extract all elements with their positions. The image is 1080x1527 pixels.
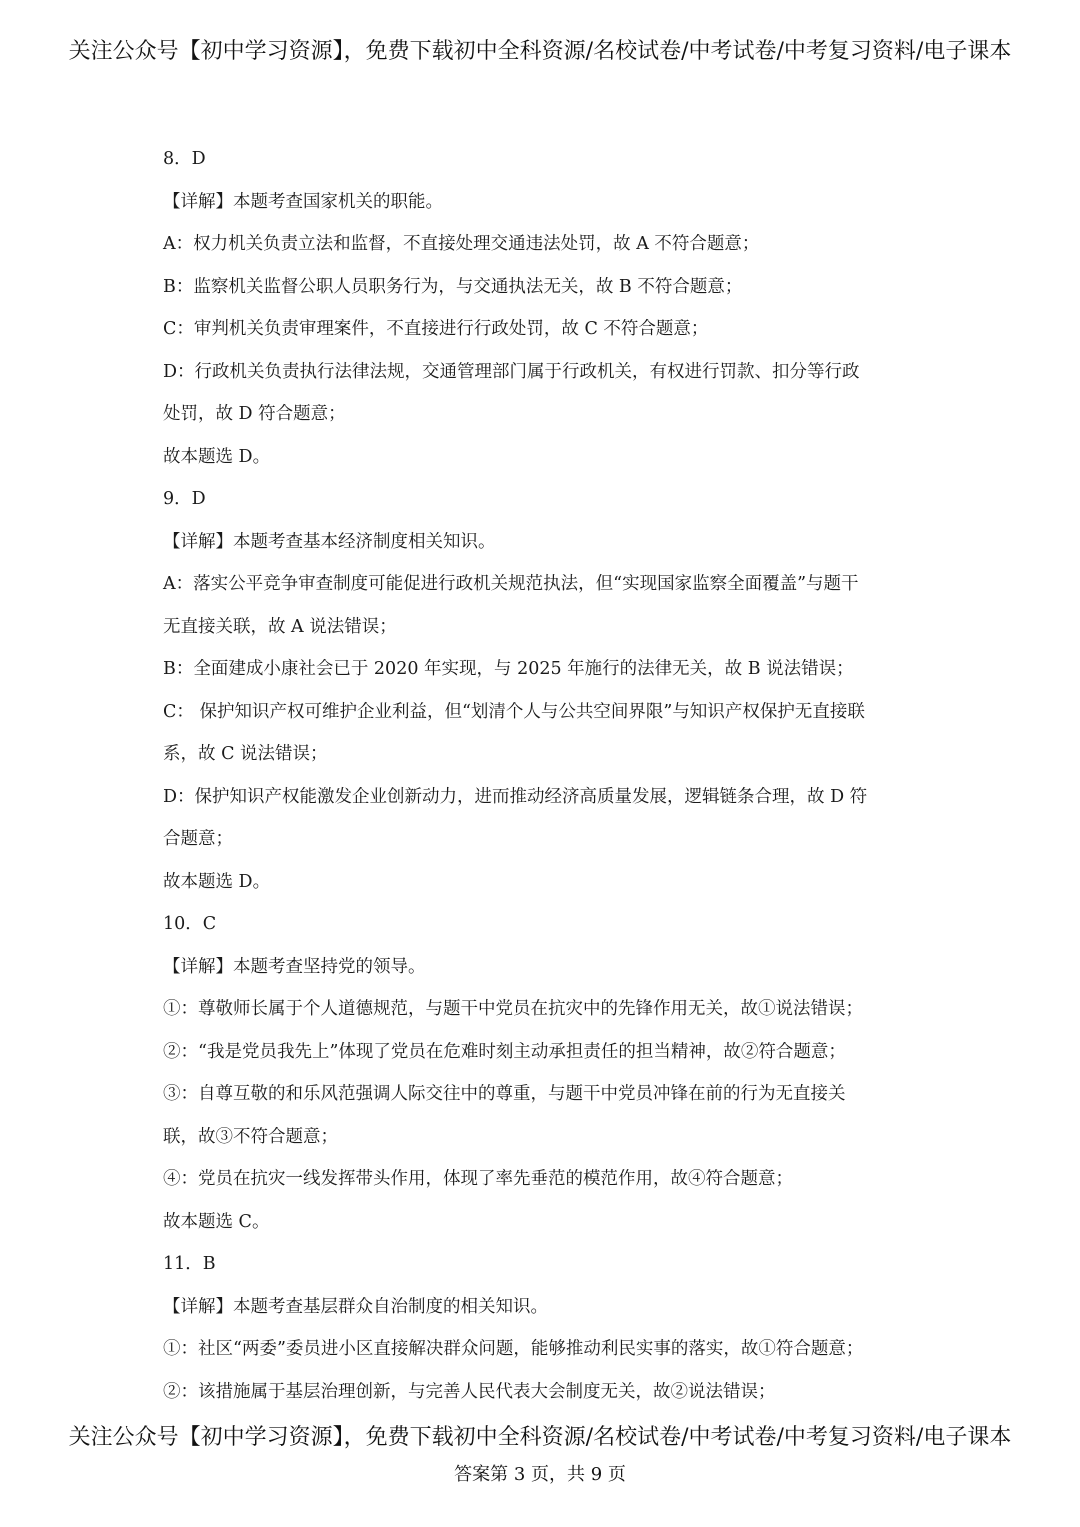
answer-line: 11．B — [163, 1254, 216, 1274]
answer-line: ④：党员在抗灾一线发挥带头作用，体现了率先垂范的模范作用，故④符合题意； — [163, 1169, 793, 1189]
answer-line: 联，故③不符合题意； — [163, 1126, 338, 1147]
answer-line: D：保护知识产权能激发企业创新动力，进而推动经济高质量发展，逻辑链条合理，故 D 符 — [163, 786, 868, 807]
page-number: 答案第 3 页，共 9 页 — [454, 1464, 626, 1485]
answer-line: ②：该措施属于基层治理创新，与完善人民代表大会制度无关，故②说法错误； — [163, 1381, 776, 1402]
answer-line: 故本题选 C。 — [163, 1211, 270, 1232]
answer-line: B：监察机关监督公职人员职务行为，与交通执法无关，故 B 不符合题意； — [163, 276, 743, 297]
footer-banner: 关注公众号【初中学习资源】，免费下载初中全科资源/名校试卷/中考试卷/中考复习资料/电子课本 — [68, 1425, 1012, 1450]
answer-line: A：落实公平竞争审查制度可能促进行政机关规范执法，但“实现国家监察全面覆盖”与题干 — [163, 574, 859, 594]
answer-line: C：审判机关负责审理案件，不直接进行行政处罚，故 C 不符合题意； — [163, 319, 709, 339]
answer-line: ①：社区“两委”委员进小区直接解决群众问题，能够推动利民实事的落实，故①符合题意； — [163, 1339, 864, 1359]
answer-line: 9．D — [163, 489, 206, 509]
answer-line: 故本题选 D。 — [163, 871, 271, 892]
answer-line: B：全面建成小康社会已于 2020 年实现，与 2025 年施行的法律无关，故 B 说法错误； — [163, 659, 854, 679]
answer-line: 故本题选 D。 — [163, 446, 271, 467]
answer-line: 合题意； — [163, 829, 233, 849]
answer-line: C： 保护知识产权可维护企业利益，但“划清个人与公共空间界限”与知识产权保护无直接联 — [163, 701, 865, 722]
answer-line: D：行政机关负责执行法律法规，交通管理部门属于行政机关，有权进行罚款、扣分等行政 — [163, 361, 860, 382]
answer-line: 【详解】本题考查国家机关的职能。 — [163, 191, 443, 212]
answer-line: 无直接关联，故 A 说法错误； — [163, 616, 397, 637]
answer-line: 处罚，故 D 符合题意； — [163, 404, 346, 424]
answer-line: 8．D — [163, 149, 206, 169]
answer-line: ②：“我是党员我先上”体现了党员在危难时刻主动承担责任的担当精神，故②符合题意； — [163, 1041, 846, 1062]
answer-line: 10．C — [163, 914, 217, 934]
answer-content — [163, 138, 923, 1413]
answer-line: ①：尊敬师长属于个人道德规范，与题干中党员在抗灾中的先锋作用无关，故①说法错误； — [163, 999, 863, 1019]
answer-line: 【详解】本题考查基层群众自治制度的相关知识。 — [163, 1296, 548, 1317]
header-banner: 关注公众号【初中学习资源】，免费下载初中全科资源/名校试卷/中考试卷/中考复习资料/电子课本 — [68, 39, 1012, 64]
answer-line: A：权力机关负责立法和监督，不直接处理交通违法处罚，故 A 不符合题意； — [163, 234, 760, 254]
answer-line: 【详解】本题考查坚持党的领导。 — [163, 956, 426, 977]
answer-line: 【详解】本题考查基本经济制度相关知识。 — [163, 531, 496, 552]
answer-line: ③：自尊互敬的和乐风范强调人际交往中的尊重，与题干中党员冲锋在前的行为无直接关 — [163, 1084, 846, 1104]
answer-line: 系，故 C 说法错误； — [163, 744, 328, 764]
